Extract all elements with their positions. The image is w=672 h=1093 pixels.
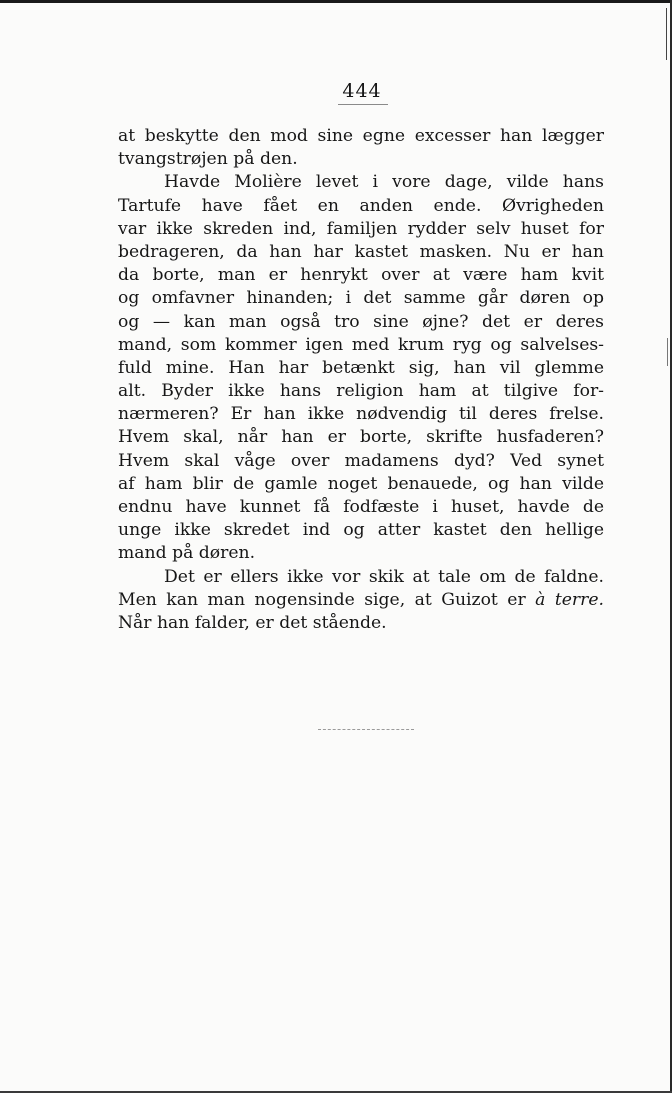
text-line: Tartufe have fået en anden ende. Øvrigheden xyxy=(118,195,604,216)
text-line: da borte, man er henrykt over at være ham kvit xyxy=(118,265,604,286)
text-line: var ikke skreden ind, familjen rydder selv huset for xyxy=(118,218,604,239)
end-rule xyxy=(318,729,414,730)
text-line: bedrageren, da han har kastet masken. Nu er han xyxy=(118,241,604,262)
text-line: unge ikke skredet ind og atter kastet den hellige xyxy=(118,520,604,541)
text-line: fuld mine. Han har betænkt sig, han vil glemme xyxy=(118,357,604,378)
text-line: og omfavner hinanden; i det samme går døren op xyxy=(118,288,604,309)
text-line: og — kan man også tro sine øjne? det er deres xyxy=(118,311,604,332)
text-line: alt. Byder ikke hans religion ham at tilgive for- xyxy=(118,381,604,402)
text-line: mand, som kommer igen med krum ryg og salvelses- xyxy=(118,334,604,355)
text-line: Det er ellers ikke vor skik at tale om de faldne. xyxy=(164,566,604,587)
text-line: endnu have kunnet få fodfæste i huset, havde de xyxy=(118,497,604,517)
text-line: tvangstrøjen på den. xyxy=(118,149,298,170)
scan-mark xyxy=(666,8,667,60)
text-line: at beskytte den mod sine egne excesser han lægger xyxy=(118,126,604,146)
text-line: mand på døren. xyxy=(118,543,256,564)
text-line-segment: Men kan man nogensinde sige, at Guizot er xyxy=(118,589,526,610)
page-number-rule xyxy=(338,104,388,105)
text-line: nærmeren? Er han ikke nødvendig til deres frelse. xyxy=(118,404,604,425)
scan-mark xyxy=(667,338,668,366)
text-line: Hvem skal, når han er borte, skrifte husfaderen? xyxy=(118,427,604,448)
text-line: Havde Molière levet i vore dage, vilde hans xyxy=(164,172,604,193)
text-line: Hvem skal våge over madamens dyd? Ved synet xyxy=(118,450,604,471)
page-top-edge xyxy=(0,0,672,3)
body-text xyxy=(118,125,604,635)
italic-phrase: à terre. xyxy=(535,589,604,610)
text-line: af ham blir de gamle noget benauede, og han vilde xyxy=(118,473,604,494)
text-line: Når han falder, er det stående. xyxy=(118,612,387,633)
page-number: 444 xyxy=(342,80,382,102)
text-line xyxy=(118,589,604,612)
